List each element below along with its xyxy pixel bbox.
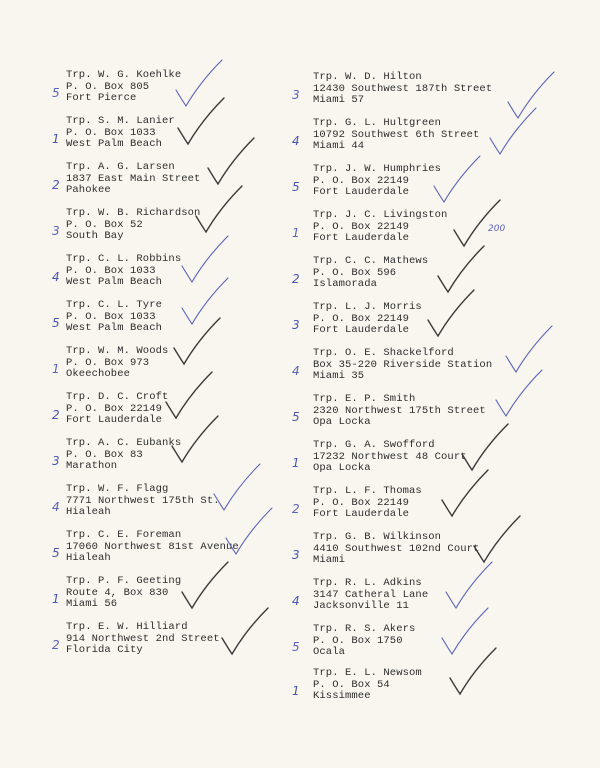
address-line: P. O. Box 83 — [66, 448, 143, 461]
address-entry — [313, 578, 428, 613]
handwritten-group-number: 5 — [292, 180, 300, 194]
handwritten-group-number: 2 — [52, 638, 60, 652]
address-line: P. O. Box 22149 — [313, 174, 410, 187]
trooper-name: Trp. D. C. Croft — [66, 391, 169, 403]
trooper-name: Trp. C. E. Foreman — [66, 529, 182, 541]
address-line: 12430 Southwest 187th Street — [313, 82, 493, 95]
city-line: Fort Lauderdale — [313, 186, 410, 199]
city-line: Islamorada — [313, 278, 378, 291]
trooper-name: Trp. E. P. Smith — [313, 393, 416, 405]
address-line: 7771 Northwest 175th St. — [66, 494, 220, 507]
trooper-name: Trp. W. B. Richardson — [66, 207, 201, 219]
address-line: P. O. Box 22149 — [66, 402, 163, 415]
trooper-name: Trp. G. L. Hultgreen — [313, 117, 442, 129]
address-line: P. O. Box 973 — [66, 356, 150, 369]
address-line: Box 35-220 Riverside Station — [313, 358, 493, 371]
address-line: 3147 Catheral Lane — [313, 588, 429, 601]
address-line: 4410 Southwest 102nd Court — [313, 542, 480, 555]
handwritten-group-number: 1 — [292, 226, 300, 240]
address-entry — [313, 624, 415, 659]
city-line: Ocala — [313, 646, 346, 659]
address-entry — [313, 668, 422, 703]
handwritten-group-number: 3 — [292, 318, 300, 332]
address-line: P. O. Box 1033 — [66, 310, 156, 323]
trooper-name: Trp. W. M. Woods — [66, 345, 169, 357]
handwritten-group-number: 1 — [52, 362, 60, 376]
trooper-name: Trp. R. L. Adkins — [313, 577, 422, 589]
trooper-name: Trp. G. B. Wilkinson — [313, 531, 442, 543]
city-line: Fort Lauderdale — [66, 414, 163, 427]
address-line: P. O. Box 54 — [313, 678, 390, 691]
city-line: Miami 44 — [313, 140, 365, 153]
city-line: West Palm Beach — [66, 138, 163, 151]
trooper-name: Trp. W. D. Hilton — [313, 71, 422, 83]
address-entry — [313, 164, 441, 199]
city-line: Florida City — [66, 644, 143, 657]
handwritten-group-number: 3 — [52, 224, 60, 238]
address-entry — [313, 394, 486, 429]
trooper-name: Trp. O. E. Shackelford — [313, 347, 454, 359]
city-line: Hialeah — [66, 506, 111, 519]
city-line: Fort Pierce — [66, 92, 137, 105]
city-line: West Palm Beach — [66, 322, 163, 335]
trooper-name: Trp. J. C. Livingston — [313, 209, 448, 221]
address-line: P. O. Box 805 — [66, 80, 150, 93]
trooper-name: Trp. W. G. Koehlke — [66, 69, 182, 81]
address-line: P. O. Box 596 — [313, 266, 397, 279]
handwritten-group-number: 1 — [292, 456, 300, 470]
handwritten-group-number: 4 — [292, 364, 300, 378]
trooper-name: Trp. P. F. Geeting — [66, 575, 182, 587]
city-line: Fort Lauderdale — [313, 508, 410, 521]
city-line: Opa Locka — [313, 416, 371, 429]
trooper-name: Trp. W. F. Flagg — [66, 483, 169, 495]
address-line: 17232 Northwest 48 Court — [313, 450, 467, 463]
address-line: 17060 Northwest 81st Avenue — [66, 540, 239, 553]
city-line: Okeechobee — [66, 368, 131, 381]
address-entry — [313, 210, 447, 245]
address-line: P. O. Box 1033 — [66, 264, 156, 277]
address-entry — [313, 302, 422, 337]
handwritten-group-number: 3 — [292, 548, 300, 562]
handwritten-group-number: 1 — [292, 684, 300, 698]
handwritten-group-number: 4 — [292, 594, 300, 608]
handwritten-group-number: 2 — [292, 272, 300, 286]
address-line: P. O. Box 22149 — [313, 496, 410, 509]
trooper-name: Trp. A. G. Larsen — [66, 161, 175, 173]
address-line: P. O. Box 22149 — [313, 220, 410, 233]
handwritten-group-number: 4 — [52, 500, 60, 514]
city-line: Jacksonville 11 — [313, 600, 410, 613]
address-line: 914 Northwest 2nd Street — [66, 632, 220, 645]
handwritten-group-number: 5 — [52, 316, 60, 330]
trooper-name: Trp. A. C. Eubanks — [66, 437, 182, 449]
city-line: Opa Locka — [313, 462, 371, 475]
address-line: Route 4, Box 830 — [66, 586, 169, 599]
address-entry — [313, 532, 479, 567]
trooper-name: Trp. E. W. Hilliard — [66, 621, 188, 633]
city-line: Fort Lauderdale — [313, 324, 410, 337]
handwritten-group-number: 5 — [292, 640, 300, 654]
trooper-name: Trp. C. C. Mathews — [313, 255, 429, 267]
city-line: South Bay — [66, 230, 124, 243]
address-entry — [313, 256, 428, 291]
margin-annotation: 200 — [488, 224, 506, 234]
trooper-name: Trp. J. W. Humphries — [313, 163, 442, 175]
trooper-name: Trp. L. F. Thomas — [313, 485, 422, 497]
city-line: Miami 35 — [313, 370, 365, 383]
city-line: Miami 56 — [66, 598, 118, 611]
handwritten-group-number: 5 — [292, 410, 300, 424]
handwritten-group-number: 2 — [52, 178, 60, 192]
address-line: 2320 Northwest 175th Street — [313, 404, 486, 417]
address-entry — [313, 118, 479, 153]
handwritten-group-number: 4 — [52, 270, 60, 284]
address-entry — [313, 440, 467, 475]
address-entry — [313, 348, 492, 383]
address-line: P. O. Box 22149 — [313, 312, 410, 325]
trooper-name: Trp. R. S. Akers — [313, 623, 416, 635]
address-line: 10792 Southwest 6th Street — [313, 128, 480, 141]
city-line: Kissimmee — [313, 690, 371, 703]
address-line: 1837 East Main Street — [66, 172, 201, 185]
address-entry — [313, 486, 422, 521]
trooper-name: Trp. S. M. Lanier — [66, 115, 175, 127]
city-line: Miami 57 — [313, 94, 365, 107]
trooper-name: Trp. G. A. Swofford — [313, 439, 435, 451]
handwritten-group-number: 1 — [52, 132, 60, 146]
trooper-name: Trp. C. L. Robbins — [66, 253, 182, 265]
handwritten-group-number: 1 — [52, 592, 60, 606]
handwritten-group-number: 3 — [292, 88, 300, 102]
city-line: Marathon — [66, 460, 118, 473]
address-line: P. O. Box 1750 — [313, 634, 403, 647]
handwritten-group-number: 5 — [52, 86, 60, 100]
trooper-name: Trp. E. L. Newsom — [313, 667, 422, 679]
trooper-name: Trp. L. J. Morris — [313, 301, 422, 313]
handwritten-group-number: 3 — [52, 454, 60, 468]
city-line: Fort Lauderdale — [313, 232, 410, 245]
trooper-name: Trp. C. L. Tyre — [66, 299, 163, 311]
city-line: Pahokee — [66, 184, 111, 197]
address-entry — [313, 72, 492, 107]
city-line: Miami — [313, 554, 346, 567]
handwritten-group-number: 2 — [52, 408, 60, 422]
handwritten-group-number: 4 — [292, 134, 300, 148]
address-line: P. O. Box 52 — [66, 218, 143, 231]
handwritten-group-number: 2 — [292, 502, 300, 516]
address-line: P. O. Box 1033 — [66, 126, 156, 139]
city-line: Hialeah — [66, 552, 111, 565]
city-line: West Palm Beach — [66, 276, 163, 289]
handwritten-group-number: 5 — [52, 546, 60, 560]
